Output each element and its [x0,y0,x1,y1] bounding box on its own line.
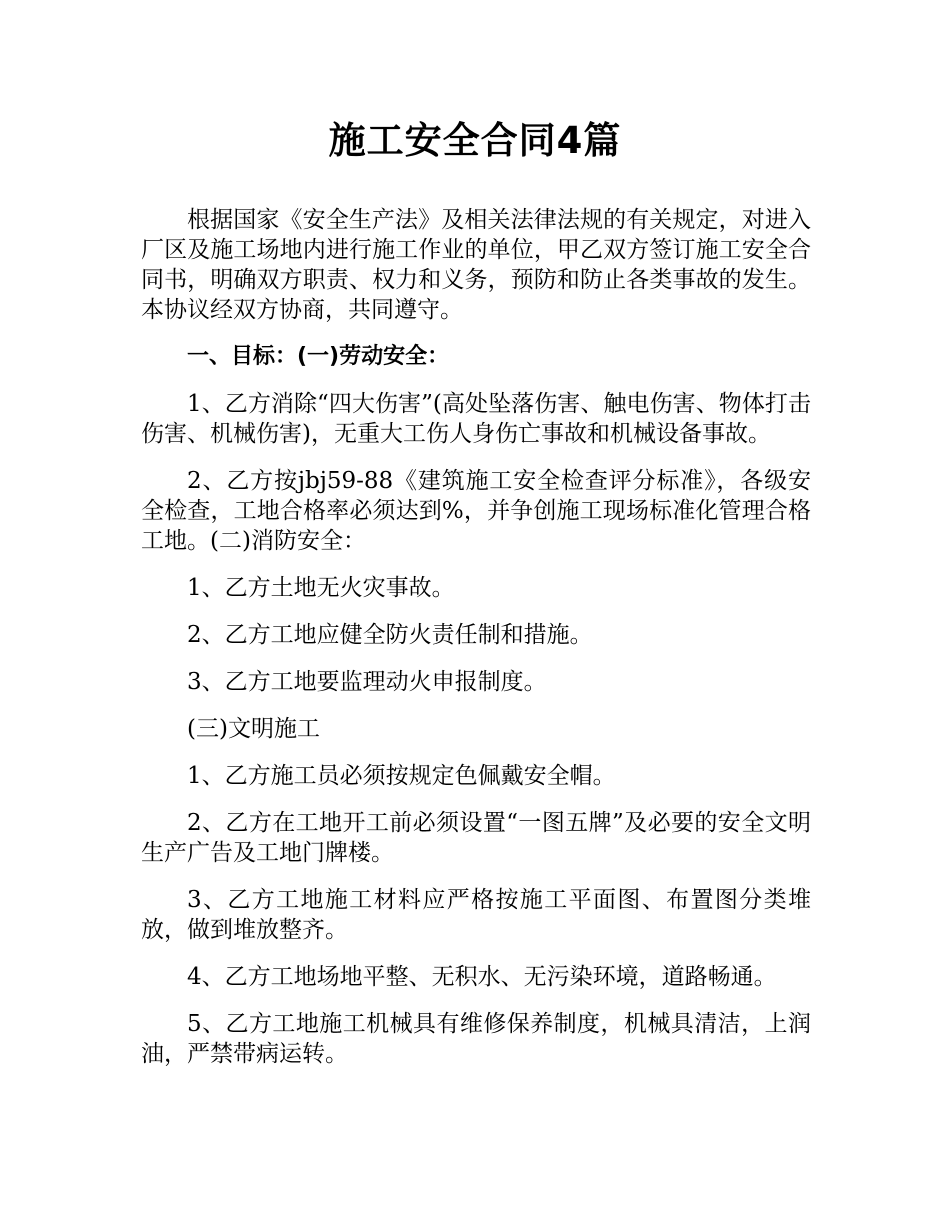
civilized-item-3: 3、乙方工地施工材料应严格按施工平面图、布置图分类堆放，做到堆放整齐。 [141,887,811,943]
document-body [141,205,811,1086]
civilized-construction-heading: (三)文明施工 [187,716,320,742]
fire-safety-item-1: 1、乙方土地无火灾事故。 [187,575,455,601]
intro-paragraph: 根据国家《安全生产法》及相关法律法规的有关规定，对进入厂区及施工场地内进行施工作业的单位，甲乙双方签订施工安全合同书，明确双方职责、权力和义务，预防和防止各类事故的发生。本协议经双方协商，共同遵守。 [141,207,811,323]
document-title: 施工安全合同4篇 [328,119,622,162]
civilized-item-4: 4、乙方工地场地平整、无积水、无污染环境，道路畅通。 [187,964,777,990]
civilized-item-2: 2、乙方在工地开工前必须设置“一图五牌”及必要的安全文明生产广告及工地门牌楼。 [141,810,811,866]
section-heading-goals: 一、目标：(一)劳动安全： [187,344,450,369]
civilized-item-5: 5、乙方工地施工机械具有维修保养制度，机械具清洁，上润油，严禁带病运转。 [141,1011,811,1067]
fire-safety-item-2: 2、乙方工地应健全防火责任制和措施。 [187,622,593,648]
labor-safety-item-2: 2、乙方按jbj59-88《建筑施工安全检查评分标准》，各级安全检查，工地合格率必须达到%，并争创施工现场标准化管理合格工地。(二)消防安全： [141,468,811,554]
labor-safety-item-1: 1、乙方消除“四大伤害”(高处坠落伤害、触电伤害、物体打击伤害、机械伤害)，无重大工伤人身伤亡事故和机械设备事故。 [141,391,811,447]
fire-safety-item-3: 3、乙方工地要监理动火申报制度。 [187,669,547,695]
civilized-item-1: 1、乙方施工员必须按规定色佩戴安全帽。 [187,763,616,789]
